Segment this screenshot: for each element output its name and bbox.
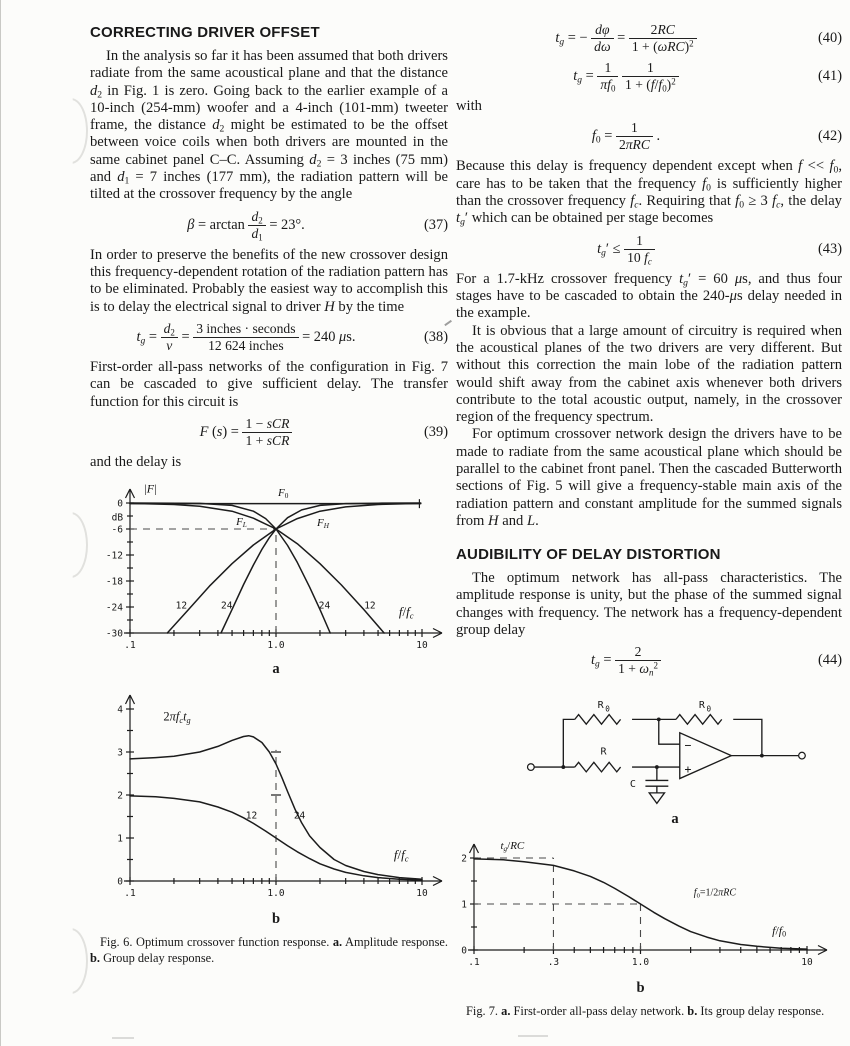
plot-annotation: 12 <box>245 810 258 822</box>
svg-text:3: 3 <box>117 747 123 759</box>
paragraph-crossover-frequency: For a 1.7-kHz crossover frequency $t_g' = 60$ μs, and thus four stages have to be cascaded to obtain the 240-μs delay needed in the example. <box>456 270 842 322</box>
paragraph-preserve-benefits: In order to preserve the benefits of the new crossover design this frequency-dependent rotation of the radiation pattern has to be eliminated. Probably the easiest way to accomplish this is to delay the electrical signal to driver H by the time <box>90 246 448 315</box>
svg-text:2: 2 <box>117 790 123 802</box>
fig6a-amplitude-svg <box>90 483 448 679</box>
section-heading-correcting-driver-offset: CORRECTING DRIVER OFFSET <box>90 24 320 41</box>
equation-37-body: β = arctan $\frac{d_2}{d_1}$ = 23°. <box>187 208 305 243</box>
capacitor-plates <box>645 781 668 787</box>
fig6a-amplitude-sublabel: a <box>272 661 280 678</box>
paragraph-optimum-network: The optimum network has all-pass characteristics. The amplitude response is unity, but the phase of the summed signal changes with frequency. The network has a frequency-dependent group delay <box>456 570 842 639</box>
binding-shadow-artifact <box>54 928 88 994</box>
capacitor-label-c: C <box>629 779 636 791</box>
fig7b-group-delay-plot <box>456 832 841 998</box>
resistor-label-r0-2: R <box>698 700 705 712</box>
equation-41-number: (41) <box>818 68 842 85</box>
equation-39-number: (39) <box>424 423 448 440</box>
inverting-input-wire <box>659 720 680 745</box>
equation-38-number: (38) <box>424 328 448 345</box>
svg-text:1: 1 <box>461 899 467 911</box>
svg-text:1: 1 <box>117 833 123 845</box>
equation-39-body: F (s) = $\frac{\text{1 − sCR}}{\text{1 + sCR}}$ <box>90 416 402 449</box>
fig7b-allpass-delay-svg <box>456 832 841 998</box>
svg-text:10: 10 <box>416 888 428 900</box>
svg-text:.1: .1 <box>124 640 136 652</box>
input-terminal <box>528 764 535 771</box>
svg-text:.1: .1 <box>124 888 136 900</box>
plot-annotation: $F_L$ <box>236 515 247 529</box>
svg-text:10: 10 <box>801 957 813 969</box>
svg-text:1.0: 1.0 <box>267 640 285 652</box>
opamp-minus-sign: − <box>684 738 692 753</box>
equation-44-number: (44) <box>818 652 842 669</box>
equation-44 <box>456 644 842 677</box>
equation-40-number: (40) <box>818 30 842 47</box>
plot-annotation: $F_0$ <box>277 486 289 500</box>
paragraph-and-the-delay-is: and the delay is <box>90 453 182 470</box>
smudge-artifact <box>518 1035 548 1037</box>
circuit-wires <box>528 715 806 804</box>
plot-annotation: dB <box>111 512 124 524</box>
svg-text:10: 10 <box>416 640 428 652</box>
fig6b-group-delay-sublabel: b <box>271 911 281 928</box>
svg-text:-30: -30 <box>105 628 123 640</box>
plot-annotation: 12 <box>364 600 376 612</box>
plot-annotation: 24 <box>318 600 331 612</box>
plot-annotation: 24 <box>221 600 233 612</box>
plot-annotation: 12 <box>175 600 188 612</box>
fig7a-sublabel: a <box>671 811 679 828</box>
paragraph-optimum-crossover: For optimum crossover network design the drivers have to be made to radiate from the same acoustical plane which should be parallel to the cabinet front panel. Then the cascaded Butterworth sections of Fig. 5 will give a frequency-stable main axis of the radiation pattern and constant amplitude for the summed signals from H and L. <box>456 426 842 529</box>
svg-text:-24: -24 <box>105 602 123 614</box>
svg-text:.3: .3 <box>547 957 560 969</box>
equation-41 <box>456 60 842 93</box>
svg-text:.1: .1 <box>468 957 480 969</box>
fig7b-allpass-delay-sublabel: b <box>636 980 645 997</box>
paragraph-obvious-circuitry: It is obvious that a large amount of circuitry is required when the acoustical planes of the two drivers are very different. But without this correction the main lobe of the radiation pattern would shift away from the cabinet axis whenever both drivers contribute to the total acoustic output, namely, in the crossover region of the frequency spectrum. <box>456 322 842 426</box>
equation-42-number: (42) <box>818 128 842 145</box>
fig7a-allpass-circuit-diagram <box>508 685 842 828</box>
resistor-r0-feedback-1 <box>575 715 621 725</box>
fig7-caption: Fig. 7. a. First-order all-pass delay network. b. Its group delay response. <box>466 1004 825 1019</box>
equation-38-body: $t_g$ = $\frac{d_2}{v}$ = $\frac{\text{3 inches · seconds}}{\text{12 624 inches}}$ = 240 μs. <box>136 320 356 353</box>
binding-shadow-artifact <box>54 98 88 164</box>
svg-text:1.0: 1.0 <box>631 957 650 969</box>
equation-40 <box>456 22 842 55</box>
plot-annotation: $f/f_0$ <box>772 923 787 939</box>
svg-text:-6: -6 <box>111 524 123 536</box>
plot-annotation: $t_g/RC$ <box>500 840 525 854</box>
plot-annotation: $2\pi f_ct_g$ <box>163 709 191 725</box>
scan-edge-artifact <box>0 0 1 1046</box>
paragraph-because-delay: Because this delay is frequency dependent except when $f << f_0$, care has to be taken that the frequency $f_0$ is sufficiently higher than the crossover frequency $f_c$. Requiring that $f_0 \ge 3$ $f_c$, the delay $t_g'$ which can be obtained per stage becomes <box>456 158 842 229</box>
left-column <box>90 0 448 966</box>
svg-text:0: 0 <box>461 945 467 957</box>
plot-annotation: $f_0=1/2\pi RC$ <box>693 887 737 900</box>
plot-annotation: $f/f_c$ <box>393 846 409 863</box>
svg-text:4: 4 <box>117 704 123 716</box>
section-heading-audibility: AUDIBILITY OF DELAY DISTORTION <box>456 546 721 564</box>
equation-37 <box>90 209 448 242</box>
fig6b-group-delay-svg <box>90 685 448 929</box>
fig6-caption: Fig. 6. Optimum crossover function response. a. Amplitude response. b. Group delay response. <box>90 935 448 965</box>
svg-text:0: 0 <box>117 876 123 888</box>
equation-43 <box>456 233 842 266</box>
equation-42 <box>456 120 842 153</box>
equation-43-body: $t_g'$ ≤ $\frac{1}{10 f_c}$ <box>456 233 796 266</box>
curve-FH-12dB <box>167 504 420 634</box>
equation-37-number: (37) <box>424 216 448 233</box>
node-dot <box>760 754 764 758</box>
resistor-label-r: R <box>600 747 607 759</box>
resistor-label-r0-2-sub: 0 <box>706 705 712 715</box>
fig6a-amplitude-response-plot <box>90 483 448 679</box>
fig6b-group-delay-plot <box>90 685 448 929</box>
equation-43-number: (43) <box>818 240 842 257</box>
equation-41-body: $t_g$ = $\frac{1}{\pi f_0}$ $\frac{1}{1 + (f/f_0)^2}$ <box>456 60 796 93</box>
equation-39 <box>90 416 448 449</box>
equation-44-body: $t_g$ = $\frac{2}{1 + \omega_n^2}$ <box>456 644 796 677</box>
svg-text:-12: -12 <box>105 550 123 562</box>
opamp-plus-sign: + <box>684 762 692 777</box>
resistor-r-input <box>575 763 621 773</box>
plot-annotation: $F_H$ <box>317 517 330 531</box>
svg-text:0: 0 <box>117 498 123 510</box>
right-column <box>456 0 842 1020</box>
ground-symbol <box>649 793 664 804</box>
equation-38 <box>90 321 448 354</box>
svg-text:-18: -18 <box>105 576 123 588</box>
paragraph-first-order-allpass: First-order all-pass networks of the configuration in Fig. 7 can be cascaded to give sufficient delay. The transfer function for this circuit is <box>90 358 448 410</box>
svg-text:2: 2 <box>461 853 467 865</box>
equation-40-body: $t_g$ = − $\frac{d\varphi}{d\omega}$ = $\frac{2RC}{1 + (\omega RC)^2}$ <box>456 22 796 55</box>
resistor-label-r0-1: R <box>597 700 604 712</box>
plot-annotation: $f/f_c$ <box>398 604 414 621</box>
with-connector: with <box>456 98 482 115</box>
svg-text:1.0: 1.0 <box>267 888 285 900</box>
curve-FL-12dB <box>130 504 384 634</box>
plot-annotation: 24 <box>293 810 306 822</box>
circuit-svg <box>508 685 842 811</box>
resistor-r0-feedback-2 <box>676 715 722 725</box>
output-terminal <box>799 753 806 760</box>
plot-annotation: |F| <box>144 481 157 496</box>
smudge-artifact <box>112 1037 134 1039</box>
equation-42-body: $f_0$ = $\frac{1}{\text{2πRC}}$ . <box>591 120 661 153</box>
binding-shadow-artifact <box>54 512 88 578</box>
resistor-label-r0-1-sub: 0 <box>605 705 610 715</box>
paragraph-analysis: In the analysis so far it has been assumed that both drivers radiate from the same acoustical plane and that the distance $d_2$ in Fig. 1 is zero. Going back to the earlier example of a 10-inch (254-mm) woofer and a 4-inch (101-mm) tweeter frame, the distance $d_2$ might be estimated to be the offset between voice coils when both drivers are mounted in the same cabinet panel C–C. Assuming $d_2 = 3$ inches (75 mm) and $d_1 = 7$ inches (177 mm), the radiation pattern will be tilted at the crossover frequency by the angle <box>90 48 448 203</box>
